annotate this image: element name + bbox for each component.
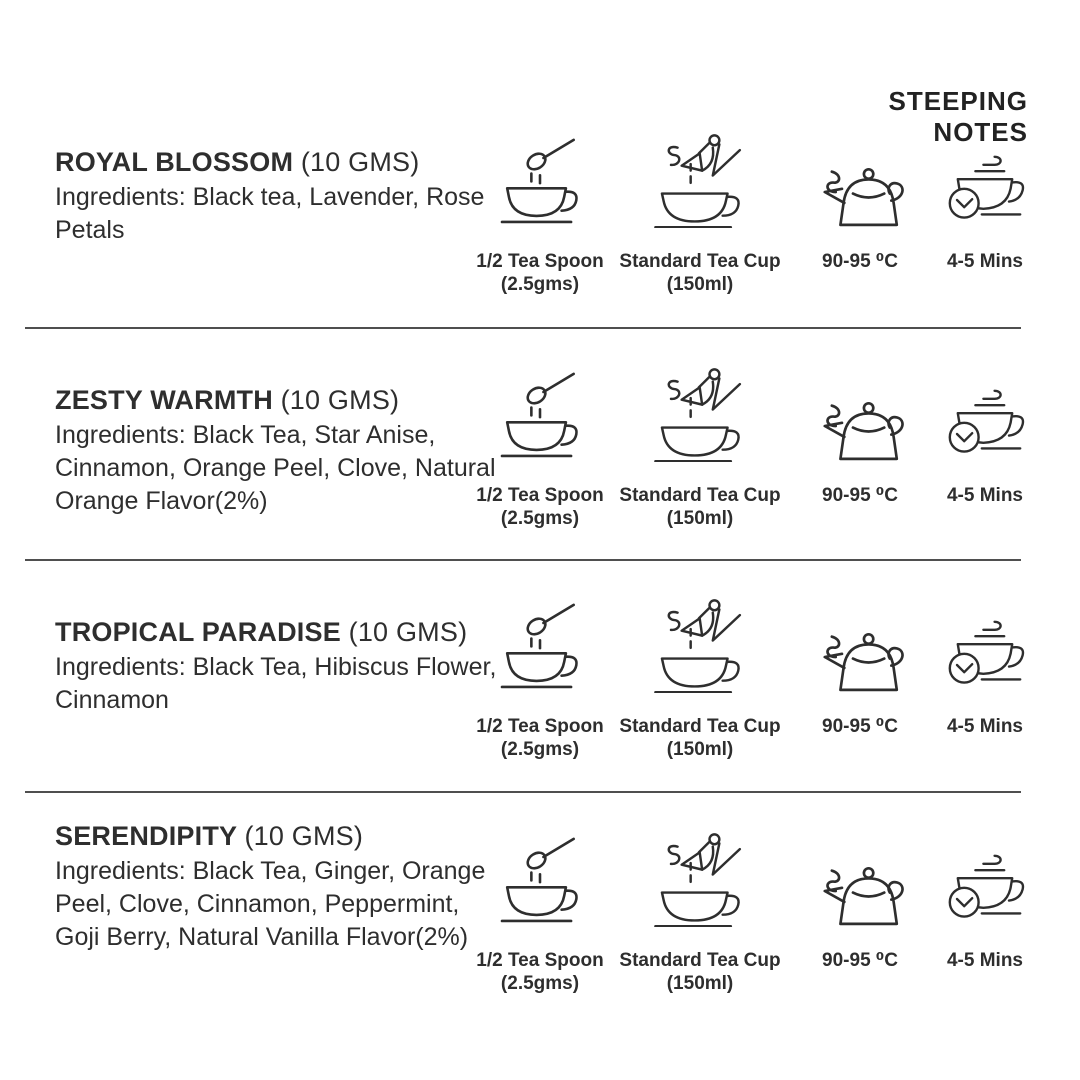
- tea-weight: (10 GMS): [280, 385, 400, 415]
- steeping-step-spoon: [460, 362, 620, 529]
- steeping-caption: [476, 484, 603, 530]
- steeping-step-cup: [619, 362, 781, 529]
- caption-line1: 4-5 Mins: [946, 485, 1024, 506]
- steeping-caption: [947, 250, 1023, 273]
- timer-teacup-icon: [937, 152, 1033, 228]
- timer-teacup-icon: [937, 851, 1033, 927]
- tea-section-tropical-paradise: [0, 593, 1080, 798]
- steeping-step-cup: [619, 593, 781, 760]
- steeping-step-spoon: [460, 128, 620, 295]
- tea-name: [55, 818, 503, 855]
- caption-line1: 4-5 Mins: [946, 251, 1024, 272]
- steeping-step-spoon: [460, 593, 620, 760]
- tea-name-text: SERENDIPITY: [55, 821, 237, 851]
- tea-section-zesty-warmth: [0, 362, 1080, 567]
- steeping-step-time: [905, 362, 1065, 506]
- steaming-kettle-icon: [809, 855, 911, 927]
- row-divider: [25, 559, 1021, 561]
- steeping-step-time: [905, 128, 1065, 272]
- tea-description: [55, 382, 503, 518]
- pouring-teacup-icon: [639, 593, 762, 693]
- pouring-teacup-icon: [639, 827, 762, 927]
- tea-weight: (10 GMS): [300, 147, 420, 177]
- steeping-step-time: [905, 593, 1065, 737]
- caption-line1: Standard Tea Cup: [619, 485, 781, 506]
- tea-weight: (10 GMS): [244, 821, 364, 851]
- steeping-step-spoon: [460, 827, 620, 994]
- steeping-caption: [822, 484, 898, 507]
- caption-line2: (150ml): [666, 739, 734, 760]
- teaspoon-cup-icon: [488, 133, 592, 228]
- caption-line2: (2.5gms): [500, 973, 580, 994]
- caption-line2: (150ml): [666, 274, 734, 295]
- caption-line1: Standard Tea Cup: [619, 716, 781, 737]
- row-divider: [25, 327, 1021, 329]
- tea-weight: (10 GMS): [348, 617, 468, 647]
- steeping-step-cup: [619, 128, 781, 295]
- caption-line1: 90-95 ⁰C: [822, 950, 898, 971]
- tea-section-royal-blossom: [0, 128, 1080, 333]
- tea-ingredients: Ingredients: Black Tea, Hibiscus Flower, Cinnamon: [55, 653, 497, 714]
- steaming-kettle-icon: [809, 621, 911, 693]
- steeping-caption: [619, 715, 780, 761]
- steaming-kettle-icon: [809, 390, 911, 462]
- caption-line1: 1/2 Tea Spoon: [476, 251, 604, 272]
- caption-line1: 1/2 Tea Spoon: [476, 716, 604, 737]
- caption-line1: 1/2 Tea Spoon: [476, 950, 604, 971]
- steaming-kettle-icon: [809, 156, 911, 228]
- steeping-step-cup: [619, 827, 781, 994]
- tea-name-text: ZESTY WARMTH: [55, 385, 273, 415]
- steeping-caption: [947, 949, 1023, 972]
- tea-ingredients: Ingredients: Black tea, Lavender, Rose Petals: [55, 183, 485, 244]
- row-divider: [25, 791, 1021, 793]
- tea-ingredients: Ingredients: Black Tea, Star Anise, Cinnamon, Orange Peel, Clove, Natural Orange Flavor(2%): [55, 421, 496, 515]
- caption-line1: 1/2 Tea Spoon: [476, 485, 604, 506]
- steeping-caption: [947, 484, 1023, 507]
- caption-line1: Standard Tea Cup: [619, 251, 781, 272]
- teaspoon-cup-icon: [488, 367, 592, 462]
- caption-line1: 4-5 Mins: [946, 716, 1024, 737]
- steeping-caption: [822, 949, 898, 972]
- tea-ingredients: Ingredients: Black Tea, Ginger, Orange Peel, Clove, Cinnamon, Peppermint, Goji Berry, Natural Vanilla Flavor(2%): [55, 857, 486, 951]
- tea-section-serendipity: [0, 821, 1080, 1032]
- pouring-teacup-icon: [639, 362, 762, 462]
- steeping-caption: [619, 484, 780, 530]
- teaspoon-cup-icon: [488, 598, 592, 693]
- page-title: STEEPING NOTES: [888, 86, 1028, 147]
- caption-line1: 90-95 ⁰C: [822, 485, 898, 506]
- steeping-caption: [476, 949, 603, 995]
- tea-description: [55, 614, 503, 717]
- steeping-caption: [476, 715, 603, 761]
- teaspoon-cup-icon: [488, 832, 592, 927]
- caption-line1: 4-5 Mins: [946, 950, 1024, 971]
- timer-teacup-icon: [937, 617, 1033, 693]
- steeping-caption: [822, 250, 898, 273]
- caption-line2: (2.5gms): [500, 739, 580, 760]
- steeping-caption: [619, 250, 780, 296]
- caption-line1: 90-95 ⁰C: [822, 251, 898, 272]
- caption-line2: (2.5gms): [500, 274, 580, 295]
- steeping-caption: [947, 715, 1023, 738]
- tea-name-text: TROPICAL PARADISE: [55, 617, 341, 647]
- pouring-teacup-icon: [639, 128, 762, 228]
- tea-name-text: ROYAL BLOSSOM: [55, 147, 294, 177]
- steeping-step-time: [905, 827, 1065, 971]
- caption-line2: (150ml): [666, 973, 734, 994]
- steeping-caption: [619, 949, 780, 995]
- tea-name: [55, 382, 503, 419]
- timer-teacup-icon: [937, 386, 1033, 462]
- caption-line2: (2.5gms): [500, 508, 580, 529]
- tea-description: [55, 818, 503, 954]
- tea-name: [55, 144, 503, 181]
- tea-description: [55, 144, 503, 247]
- steeping-caption: [822, 715, 898, 738]
- caption-line1: Standard Tea Cup: [619, 950, 781, 971]
- tea-name: [55, 614, 503, 651]
- caption-line1: 90-95 ⁰C: [822, 716, 898, 737]
- steeping-caption: [476, 250, 603, 296]
- caption-line2: (150ml): [666, 508, 734, 529]
